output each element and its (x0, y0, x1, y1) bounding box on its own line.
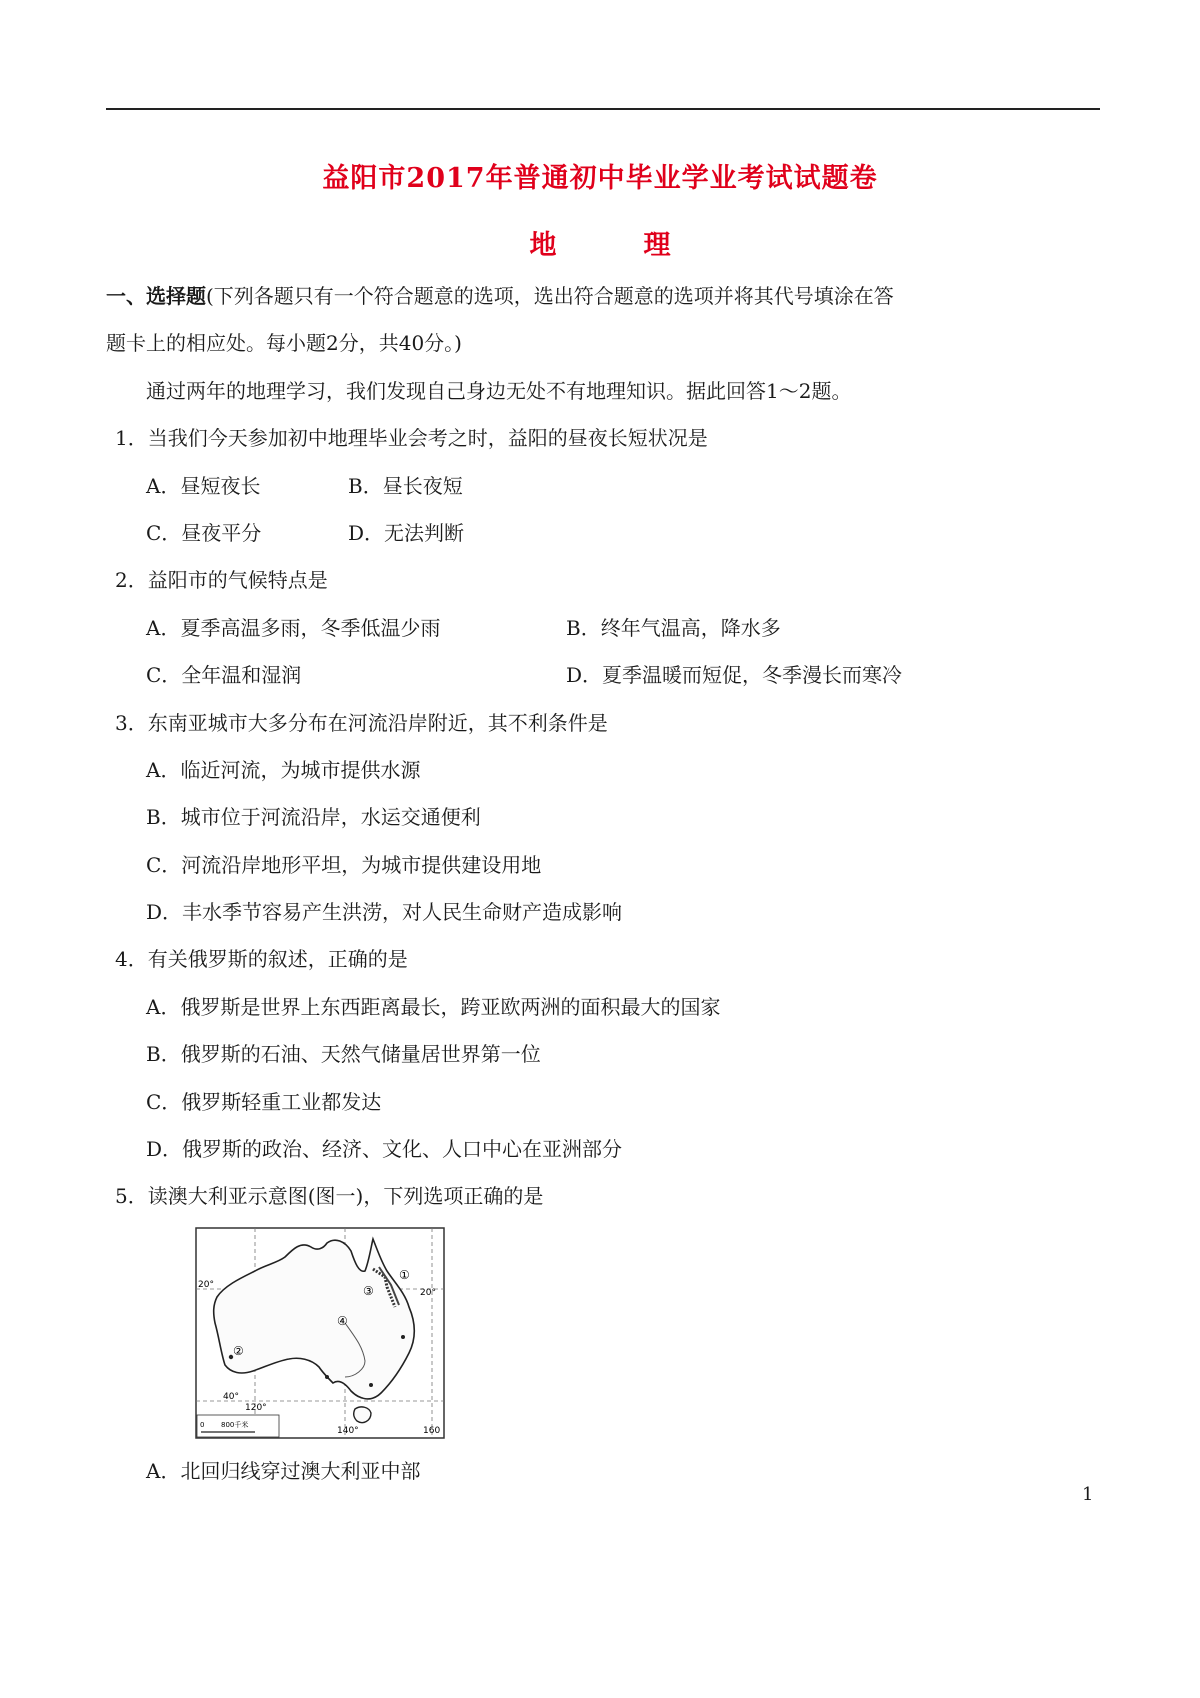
label-lat-20-east: 20° (420, 1288, 436, 1298)
question-4-stem: 4．有关俄罗斯的叙述，正确的是 (115, 947, 408, 971)
city-dot-east (401, 1335, 405, 1339)
q4-option-d[interactable]: D．俄罗斯的政治、经济、文化、人口中心在亚洲部分 (146, 1137, 623, 1161)
page-number: 1 (1082, 1484, 1094, 1505)
section-heading: 一、选择题 (106, 284, 206, 308)
marker-1: ① (399, 1268, 410, 1282)
question-2-stem: 2．益阳市的气候特点是 (115, 568, 328, 592)
q1-option-c[interactable]: C．昼夜平分 (146, 521, 262, 545)
section-heading-line (106, 283, 894, 309)
q1-option-b[interactable]: B．昼长夜短 (348, 474, 463, 498)
marker-4: ④ (337, 1314, 348, 1328)
q2-option-b[interactable]: B．终年气温高，降水多 (566, 616, 781, 640)
marker-2: ② (233, 1344, 244, 1358)
q2-option-d[interactable]: D．夏季温暖而短促，冬季漫长而寒冷 (566, 663, 903, 687)
instructions-line-1: (下列各题只有一个符合题意的选项，选出符合题意的选项并将其代号填涂在答 (206, 284, 894, 308)
q4-option-b[interactable]: B．俄罗斯的石油、天然气储量居世界第一位 (146, 1042, 541, 1066)
city-dot-southeast (369, 1383, 373, 1387)
marker-3: ③ (363, 1284, 374, 1298)
label-lon-140: 140° (337, 1426, 359, 1436)
question-5-stem: 5．读澳大利亚示意图(图一)，下列选项正确的是 (115, 1184, 544, 1208)
q3-option-b[interactable]: B．城市位于河流沿岸，水运交通便利 (146, 805, 481, 829)
q4-option-a[interactable]: A．俄罗斯是世界上东西距离最长，跨亚欧两洲的面积最大的国家 (146, 995, 721, 1019)
tasmania-outline (354, 1407, 371, 1423)
subject-title: 地 理 (529, 230, 701, 261)
label-lon-160: 160 (423, 1426, 441, 1436)
label-lat-20-west: 20° (198, 1280, 214, 1290)
q2-option-a[interactable]: A．夏季高温多雨，冬季低温少雨 (146, 616, 441, 640)
question-1-stem: 1．当我们今天参加初中地理毕业会考之时，益阳的昼夜长短状况是 (115, 426, 708, 450)
question-3-stem: 3．东南亚城市大多分布在河流沿岸附近，其不利条件是 (115, 711, 608, 735)
q3-option-a[interactable]: A．临近河流，为城市提供水源 (146, 758, 421, 782)
instructions-line-2: 题卡上的相应处。每小题2分，共40分。) (106, 331, 462, 355)
city-dot-south (325, 1375, 329, 1379)
q4-option-c[interactable]: C．俄罗斯轻重工业都发达 (146, 1090, 382, 1114)
q2-option-c[interactable]: C．全年温和湿润 (146, 663, 302, 687)
q3-option-c[interactable]: C．河流沿岸地形平坦，为城市提供建设用地 (146, 853, 542, 877)
q3-option-d[interactable]: D．丰水季节容易产生洪涝，对人民生命财产造成影响 (146, 900, 623, 924)
intro-text: 通过两年的地理学习，我们发现自己身边无处不有地理知识。据此回答1～2题。 (146, 379, 852, 403)
header-rule (106, 108, 1100, 110)
q1-option-a[interactable]: A．昼短夜长 (146, 474, 261, 498)
exam-title: 益阳市2017年普通初中毕业学业考试试题卷 (322, 163, 878, 194)
australia-map-figure (195, 1227, 445, 1439)
q1-option-d[interactable]: D．无法判断 (348, 521, 465, 545)
label-lon-120: 120° (245, 1403, 267, 1413)
scale-label: 800千米 (221, 1421, 249, 1429)
q5-option-a[interactable]: A．北回归线穿过澳大利亚中部 (146, 1459, 421, 1483)
scale-zero: 0 (200, 1421, 205, 1429)
label-lat-40: 40° (223, 1392, 239, 1402)
